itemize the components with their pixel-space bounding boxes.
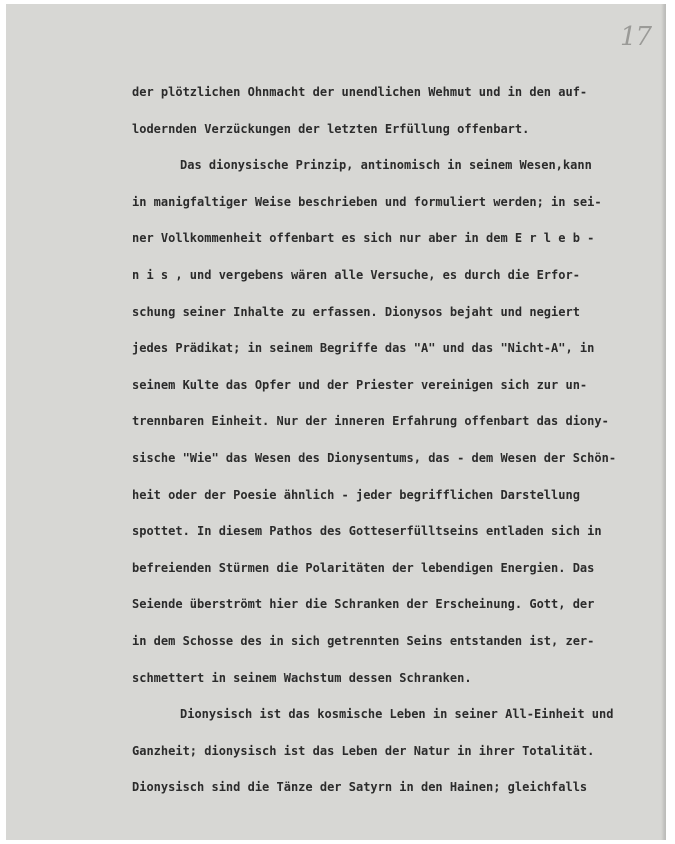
text-line: lodernden Verzückungen der letzten Erfüllung offenbart. — [132, 121, 530, 136]
text-line: schung seiner Inhalte zu erfassen. Dionysos bejaht und negiert — [132, 304, 580, 319]
text-line: seinem Kulte das Opfer und der Priester vereinigen sich zur un- — [132, 377, 588, 392]
page-edge-shadow — [661, 4, 665, 840]
text-line: jedes Prädikat; in seinem Begriffe das "A" und das "Nicht-A", in — [132, 341, 595, 356]
paragraph-start-line: Das dionysische Prinzip, antinomisch in seinem Wesen,kann — [180, 158, 592, 173]
text-line: Ganzheit; dionysisch ist das Leben der Natur in ihrer Totalität. — [132, 743, 595, 758]
document-page — [6, 4, 666, 840]
text-line: trennbaren Einheit. Nur der inneren Erfahrung offenbart das diony- — [132, 414, 609, 429]
text-line: spottet. In diesem Pathos des Gotteserfülltseins entladen sich in — [132, 524, 602, 539]
text-line: heit oder der Poesie ähnlich - jeder begrifflichen Darstellung — [132, 487, 580, 502]
text-line: n i s , und vergebens wären alle Versuche, es durch die Erfor- — [132, 267, 580, 282]
typed-text-body — [132, 74, 622, 806]
page-number: 17 — [620, 22, 652, 52]
text-line: sische "Wie" das Wesen des Dionysentums, das - dem Wesen der Schön- — [132, 450, 617, 465]
text-line: der plötzlichen Ohnmacht der unendlichen Wehmut und in den auf- — [132, 85, 588, 99]
text-line: Dionysisch sind die Tänze der Satyrn in den Hainen; gleichfalls — [132, 780, 588, 795]
text-line: in manigfaltiger Weise beschrieben und formuliert werden; in sei- — [132, 194, 602, 209]
paragraph-start-line: Dionysisch ist das kosmische Leben in seiner All-Einheit und — [180, 707, 614, 722]
text-line: befreienden Stürmen die Polaritäten der lebendigen Energien. Das — [132, 560, 595, 575]
text-line: in dem Schosse des in sich getrennten Seins entstanden ist, zer- — [132, 633, 595, 648]
text-line: schmettert in seinem Wachstum dessen Schranken. — [132, 670, 472, 685]
text-line: Seiende überströmt hier die Schranken der Erscheinung. Gott, der — [132, 597, 595, 612]
text-line: ner Vollkommenheit offenbart es sich nur aber in dem E r l e b - — [132, 231, 595, 246]
